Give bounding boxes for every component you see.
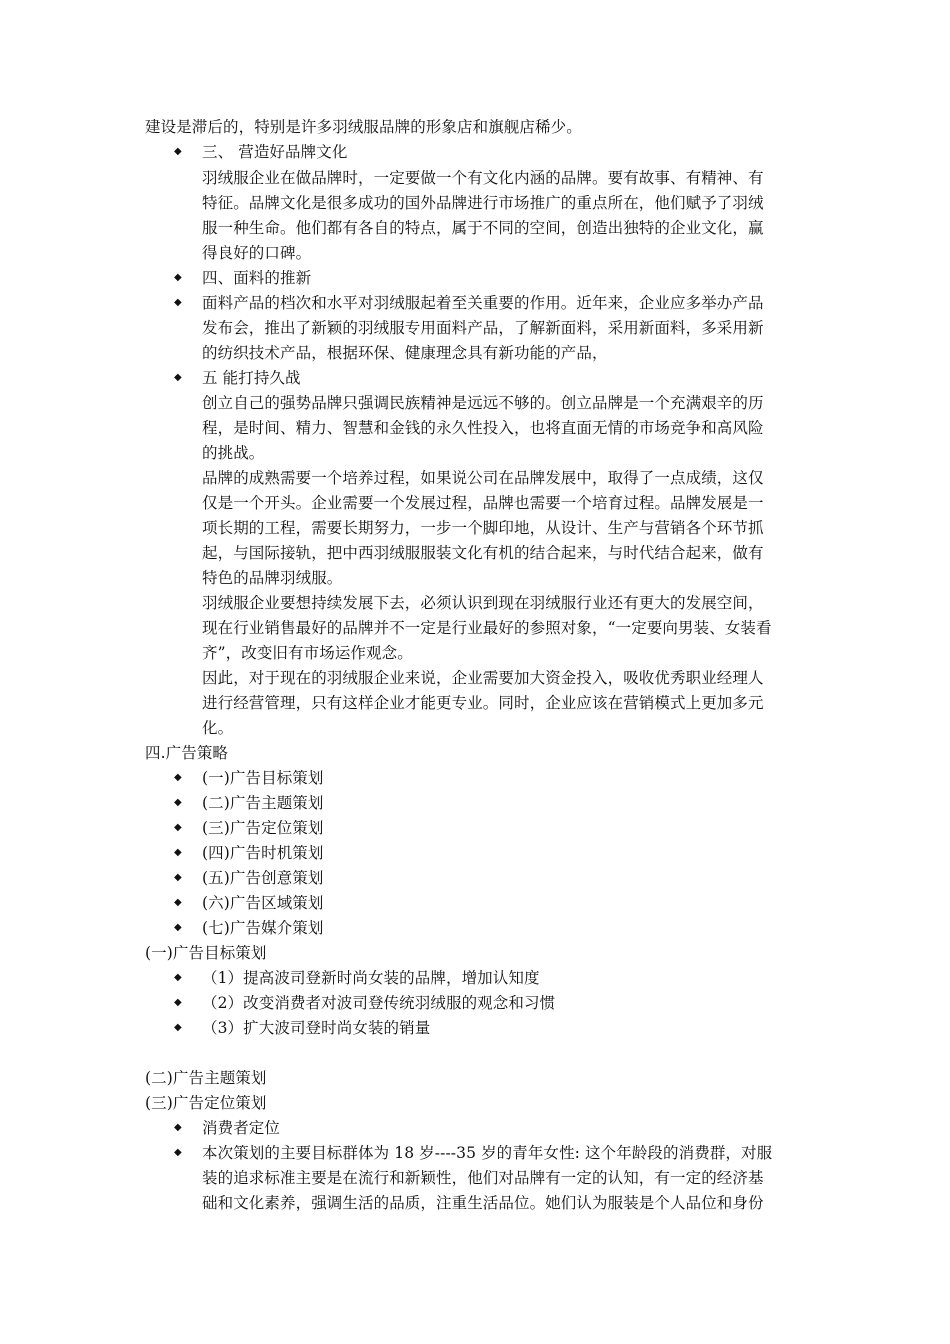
bullet-diamond-icon: ◆ [174, 972, 182, 983]
bullet-diamond-icon: ◆ [174, 1022, 182, 1033]
bullet-diamond-icon: ◆ [174, 872, 182, 883]
bullet-diamond-icon: ◆ [174, 146, 182, 157]
bullet-diamond-icon: ◆ [174, 772, 182, 783]
text-line: 得良好的口碑。 [202, 244, 312, 262]
text-line: 现在行业销售最好的品牌并不一定是行业最好的参照对象，“一定要向男装、女装看 [202, 619, 772, 637]
bullet-diamond-icon: ◆ [174, 822, 182, 833]
text-line: 创立自己的强势品牌只强调民族精神是远远不够的。创立品牌是一个充满艰辛的历 [202, 394, 764, 412]
text-line: 发布会，推出了新颖的羽绒服专用面料产品，了解新面料，采用新面料，多采用新 [202, 319, 764, 337]
text-line: 的纺织技术产品，根据环保、健康理念具有新功能的产品， [202, 344, 608, 362]
list-item: (一)广告目标策划 [202, 769, 324, 787]
bullet-diamond-icon: ◆ [174, 297, 182, 308]
text-line: 装的追求标准主要是在流行和新颖性，他们对品牌有一定的认知，有一定的经济基 [202, 1169, 764, 1187]
text-line: 品牌的成熟需要一个培养过程，如果说公司在品牌发展中，取得了一点成绩，这仅 [202, 469, 764, 487]
chapter-heading: 四.广告策略 [145, 744, 229, 762]
text-line: 因此，对于现在的羽绒服企业来说，企业需要加大资金投入，吸收优秀职业经理人 [202, 669, 764, 687]
bullet-diamond-icon: ◆ [174, 847, 182, 858]
text-line: 起，与国际接轨，把中西羽绒服服装文化有机的结合起来，与时代结合起来，做有 [202, 544, 764, 562]
list-item: (四)广告时机策划 [202, 844, 324, 862]
text-line: 仅是一个开头。企业需要一个发展过程，品牌也需要一个培育过程。品牌发展是一 [202, 494, 764, 512]
bullet-diamond-icon: ◆ [174, 1122, 182, 1133]
text-line: 面料产品的档次和水平对羽绒服起着至关重要的作用。近年来，企业应多举办产品 [202, 294, 764, 312]
section-heading: 三、 营造好品牌文化 [202, 143, 348, 161]
bullet-diamond-icon: ◆ [174, 897, 182, 908]
text-line: 程，是时间、精力、智慧和金钱的永久性投入，也将直面无情的市场竞争和高风险 [202, 419, 764, 437]
list-item: （3）扩大波司登时尚女装的销量 [202, 1019, 431, 1037]
section-heading: 四、面料的推新 [202, 269, 312, 287]
text-line: 特色的品牌羽绒服。 [202, 569, 343, 587]
text-line: 服一种生命。他们都有各自的特点，属于不同的空间，创造出独特的企业文化，赢 [202, 219, 764, 237]
list-item: (六)广告区域策划 [202, 894, 324, 912]
bullet-diamond-icon: ◆ [174, 372, 182, 383]
list-item: （1）提高波司登新时尚女装的品牌，增加认知度 [202, 969, 540, 987]
text-line: 特征。品牌文化是很多成功的国外品牌进行市场推广的重点所在，他们赋予了羽绒 [202, 194, 764, 212]
bullet-diamond-icon: ◆ [174, 797, 182, 808]
text-line: 础和文化素养，强调生活的品质，注重生活品位。她们认为服装是个人品位和身份 [202, 1194, 764, 1212]
bullet-diamond-icon: ◆ [174, 1147, 182, 1158]
text-line: 羽绒服企业要想持续发展下去，必须认识到现在羽绒服行业还有更大的发展空间， [202, 594, 764, 612]
bullet-diamond-icon: ◆ [174, 997, 182, 1008]
list-item: (五)广告创意策划 [202, 869, 324, 887]
text-line: 的挑战。 [202, 444, 265, 462]
text-line: 项长期的工程，需要长期努力，一步一个脚印地，从设计、生产与营销各个环节抓 [202, 519, 764, 537]
text-line: 齐”，改变旧有市场运作观念。 [202, 644, 413, 662]
list-item: （2）改变消费者对波司登传统羽绒服的观念和习惯 [202, 994, 556, 1012]
bullet-diamond-icon: ◆ [174, 922, 182, 933]
section-heading: (二)广告主题策划 [145, 1069, 267, 1087]
text-line: 化。 [202, 719, 234, 737]
list-item: (二)广告主题策划 [202, 794, 324, 812]
text-line: 进行经营管理，只有这样企业才能更专业。同时，企业应该在营销模式上更加多元 [202, 694, 764, 712]
text-line: 羽绒服企业在做品牌时，一定要做一个有文化内涵的品牌。要有故事、有精神、有 [202, 169, 764, 187]
list-item: (三)广告定位策划 [202, 819, 324, 837]
list-item: 消费者定位 [202, 1119, 281, 1137]
text-line: 建设是滞后的，特别是许多羽绒服品牌的形象店和旗舰店稀少。 [145, 118, 582, 136]
section-heading: 五 能打持久战 [202, 369, 301, 387]
section-heading: (三)广告定位策划 [145, 1094, 267, 1112]
text-line: 本次策划的主要目标群体为 18 岁----35 岁的青年女性: 这个年龄段的消费群，对服 [202, 1144, 773, 1162]
bullet-diamond-icon: ◆ [174, 272, 182, 283]
section-heading: (一)广告目标策划 [145, 944, 267, 962]
list-item: (七)广告媒介策划 [202, 919, 324, 937]
